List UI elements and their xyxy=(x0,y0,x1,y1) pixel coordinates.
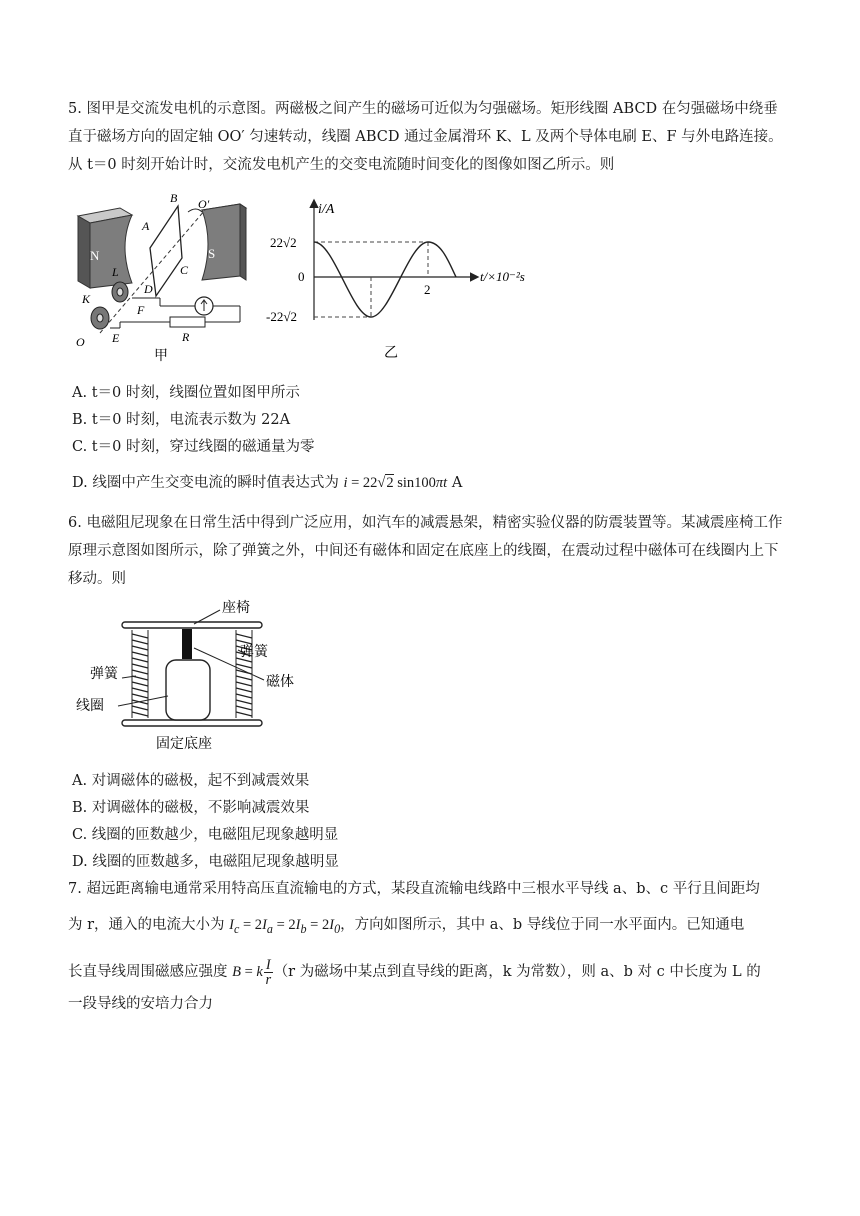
label-n: N xyxy=(90,248,100,263)
label-e: E xyxy=(112,331,120,345)
label-c: C xyxy=(180,263,189,277)
q5-option-c: C. t＝0 时刻，穿过线圈的磁通量为零 xyxy=(72,439,315,455)
label-o-prime: O′ xyxy=(198,197,210,211)
q5-option-d-unit: A xyxy=(451,475,463,491)
y-tick-min: -22√2 xyxy=(266,309,297,324)
q6-stem: 6. 电磁阻尼现象在日常生活中得到广泛应用，如汽车的减震悬架，精密实验仪器的防震装置等。某减震座椅工作原理示意图如图所示，除了弹簧之外，中间还有磁体和固定在底座上的线圈，在震动过程中磁体可在线圈内上下移动。则 xyxy=(68,515,783,587)
label-a: A xyxy=(142,219,150,233)
q7-line2-suffix: ，方向如图所示，其中 a、b 导线位于同一水平面内。已知通电 xyxy=(340,917,745,933)
q5-stem: 5. 图甲是交流发电机的示意图。两磁极之间产生的磁场可近似为匀强磁场。矩形线圈 ABCD 在匀强磁场中绕垂直于磁场方向的固定轴 OO′ 匀速转动，线圈 ABCD 通过金属滑环 K、L 及两个导体电刷 E、F 与外电路连接。从 t＝0 时刻开始计时，交流发电机产生的交变电流随时间变化的图像如图乙所示。则 xyxy=(68,101,783,173)
generator-figure xyxy=(70,188,260,363)
q5-option-a: A. t＝0 时刻，线圈位置如图甲所示 xyxy=(72,385,300,401)
q5-option-b: B. t＝0 时刻，电流表示数为 22A xyxy=(72,412,291,428)
q7-line3 xyxy=(68,958,761,987)
q6-option-d: D. 线圈的匝数越多，电磁阻尼现象越明显 xyxy=(72,854,339,870)
q6-option-c: C. 线圈的匝数越少，电磁阻尼现象越明显 xyxy=(72,827,339,843)
x-tick-2: 2 xyxy=(424,282,431,297)
seat-damper-figure xyxy=(70,596,310,756)
y-tick-zero: 0 xyxy=(298,269,305,284)
label-d: D xyxy=(144,282,153,296)
label-seat: 座椅 xyxy=(222,601,250,616)
x-axis-label: t/×10⁻²s xyxy=(480,269,525,284)
field-formula: B = k $\frac{I}{r}$ xyxy=(232,957,272,988)
q7-line4: 一段导线的安培力合力 xyxy=(68,996,213,1012)
q6-option-a: A. 对调磁体的磁极，起不到减震效果 xyxy=(72,773,310,789)
label-b: B xyxy=(170,191,178,205)
label-magnet: 磁体 xyxy=(266,675,294,690)
y-tick-max: 22√2 xyxy=(270,235,297,250)
label-base: 固定底座 xyxy=(156,737,212,752)
current-expression: i = 22√2 sin100πt xyxy=(343,475,448,491)
q7-line3-prefix: 长直导线周围磁感应强度 xyxy=(68,963,228,980)
q7-line3-suffix: （r 为磁场中某点到直导线的距离，k 为常数），则 a、b 对 c 中长度为 L 的 xyxy=(273,963,761,980)
q7-line2 xyxy=(68,915,744,939)
label-f: F xyxy=(137,303,145,317)
q5-option-d xyxy=(72,473,462,493)
label-spring-right: 弹簧 xyxy=(240,645,268,660)
q7-line2-prefix: 为 r，通入的电流大小为 xyxy=(68,917,225,933)
y-axis-label: i/A xyxy=(318,202,335,217)
caption-jia: 甲 xyxy=(154,349,168,363)
caption-yi: 乙 xyxy=(384,346,398,361)
label-k: K xyxy=(82,292,91,306)
current-time-graph xyxy=(262,195,562,365)
q6-option-b: B. 对调磁体的磁极，不影响减震效果 xyxy=(72,800,310,816)
label-coil: 线圈 xyxy=(76,699,104,714)
label-l: L xyxy=(112,265,119,279)
label-r: R xyxy=(182,330,190,344)
current-relation: $I_c = 2I_a = 2I_b = 2I_0$ xyxy=(229,917,341,936)
q5-option-d-prefix: D. 线圈中产生交变电流的瞬时值表达式为 xyxy=(72,475,339,491)
q7-line1: 7. 超远距离输电通常采用特高压直流输电的方式，某段直流输电线路中三根水平导线 a、b、c 平行且间距均 xyxy=(68,881,760,897)
label-s: S xyxy=(208,246,216,261)
label-spring-left: 弹簧 xyxy=(90,667,118,682)
label-o: O xyxy=(76,335,85,349)
